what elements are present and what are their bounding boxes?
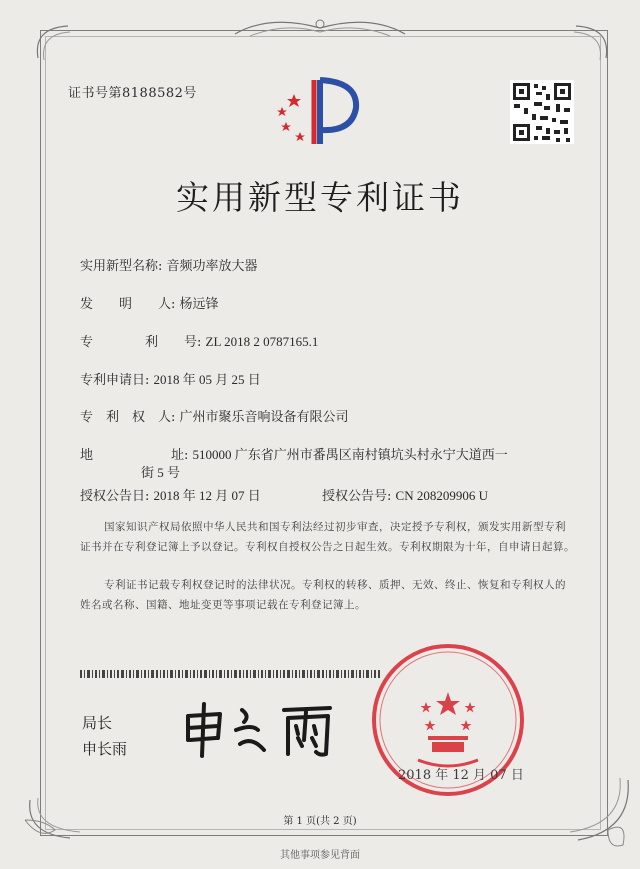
application-date-value: 2018 年 05 月 25 日 [153,372,261,387]
grant-date-label: 授权公告日: [80,489,150,504]
application-date-row [80,369,261,388]
address-line2-row [141,462,180,481]
certificate-number: 证书号第8188582号 [68,86,197,101]
certificate-title: 实用新型专利证书 [176,178,464,217]
grant-date-row [80,485,261,504]
patent-number-label: 专 利 号: [80,335,202,350]
grant-date-value: 2018 年 12 月 07 日 [153,488,261,503]
cnipa-logo-icon [272,72,368,152]
handwritten-signature [180,700,380,760]
patentee-label: 专 利 权 人: [80,410,176,425]
qr-code-icon [510,80,574,144]
address-value-line2: 街 5 号 [141,465,181,480]
address-value-line1: 510000 广东省广州市番禺区南村镇坑头村永宁大道西一 [192,447,508,462]
seal-date: 2018 年 12 月 07 日 [398,768,524,783]
grant-number-row [322,485,488,504]
application-date-label: 专利申请日: [80,373,150,388]
utility-model-name-row [80,255,258,274]
barcode-strip [80,670,380,678]
footer-note: 其他事项参见背面 [280,850,360,861]
utility-model-name-value: 音频功率放大器 [166,258,258,273]
patent-number-value: ZL 2018 2 0787165.1 [205,334,319,349]
address-label: 地 址: [80,448,189,463]
director-name: 申长雨 [82,740,128,758]
statement-paragraph-2: 专利证书记载专利权登记时的法律状况。专利权的转移、质押、无效、终止、恢复和专利权人的姓名或名称、国籍、地址变更等事项记载在专利登记簿上。 [80,579,566,611]
patent-number-row [80,331,318,350]
grant-number-label: 授权公告号: [322,489,392,504]
statement-paragraph-1: 国家知识产权局依照中华人民共和国专利法经过初步审查，决定授予专利权，颁发实用新型专利证书并在专利登记簿上予以登记。专利权自授权公告之日起生效。专利权期限为十年，自申请日起算。 [80,521,575,553]
inventor-value: 杨远锋 [179,296,219,311]
utility-model-name-label: 实用新型名称: [80,259,163,274]
corner-ornament-top-right [566,18,616,68]
patentee-value: 广州市聚乐音响设备有限公司 [179,409,349,424]
patentee-row [80,406,349,425]
grant-number-value: CN 208209906 U [395,488,488,503]
inventor-label: 发 明 人: [80,297,176,312]
director-title: 局长 [82,714,113,732]
page-indicator: 第 1 页(共 2 页) [283,816,357,827]
corner-ornament-top-left [28,18,78,68]
inventor-row [80,293,219,312]
top-ornament [230,14,410,40]
address-row [80,444,508,463]
